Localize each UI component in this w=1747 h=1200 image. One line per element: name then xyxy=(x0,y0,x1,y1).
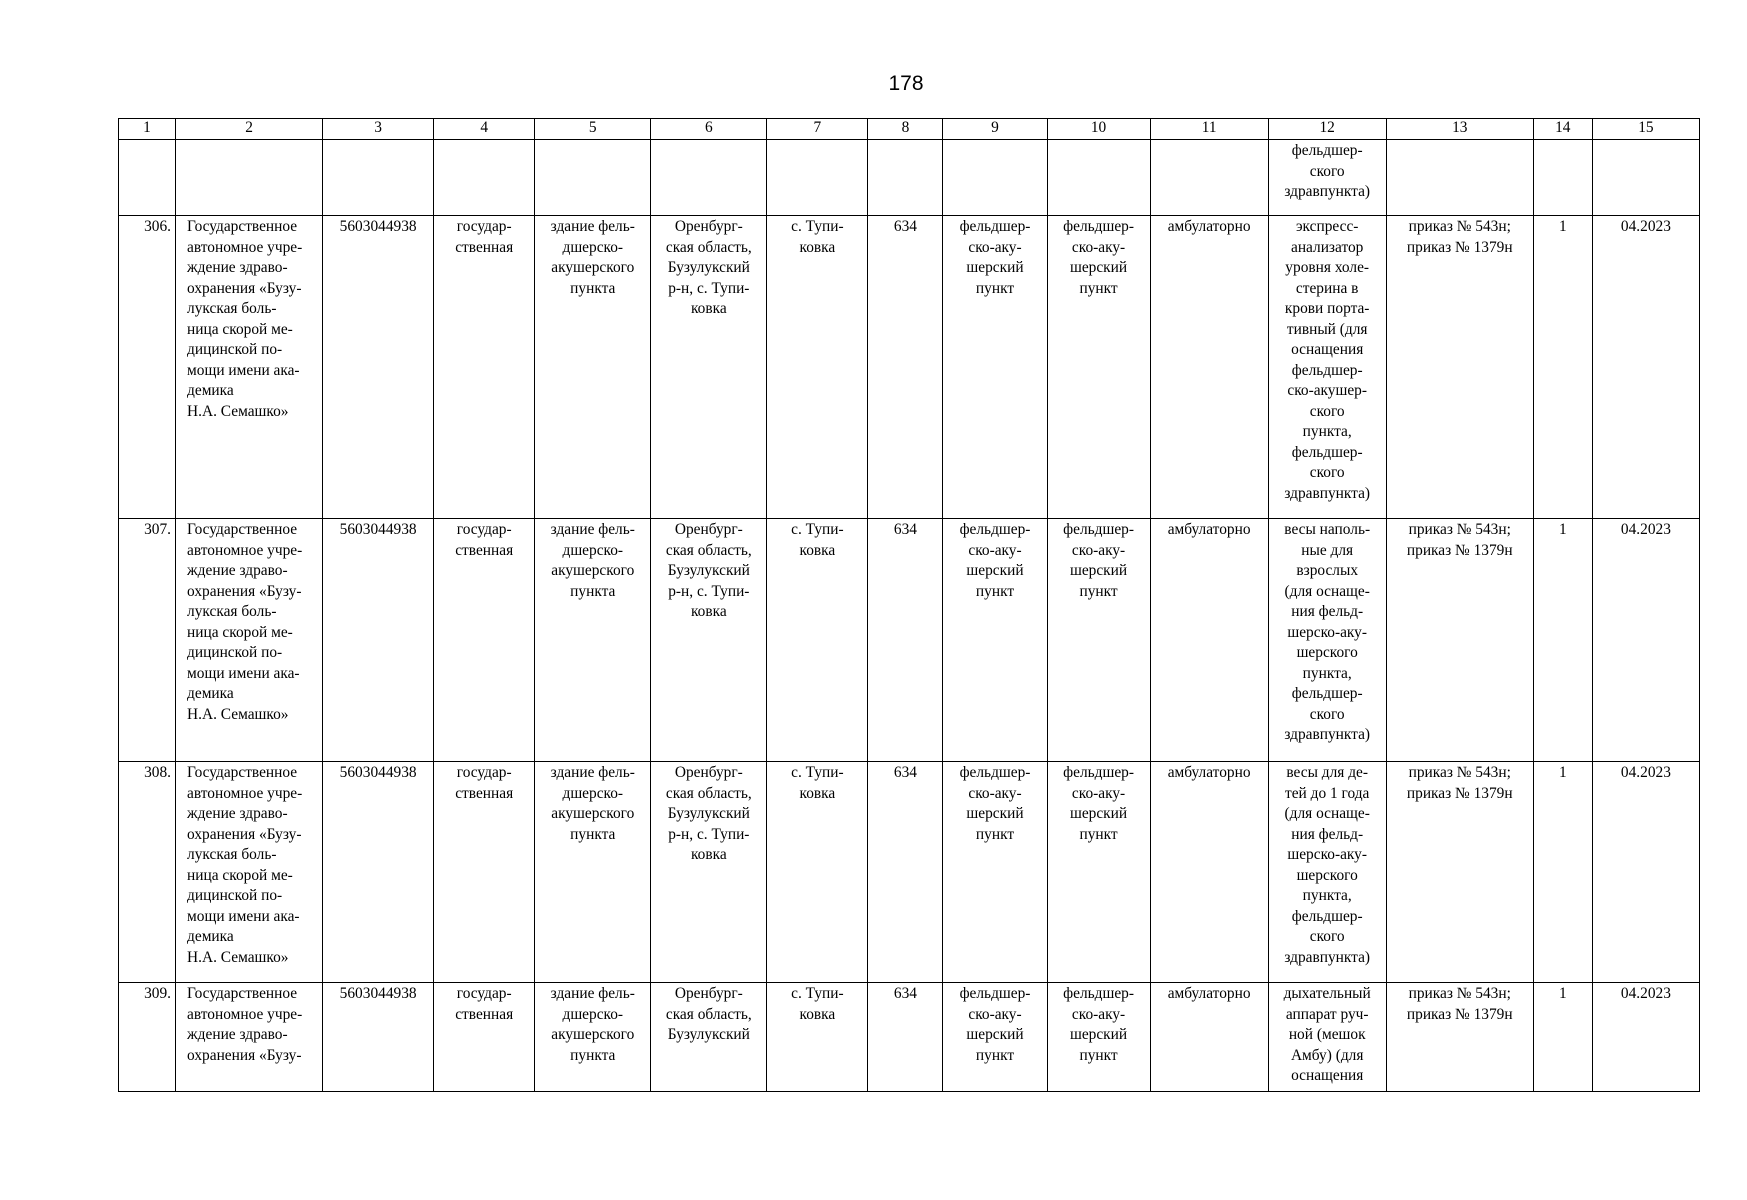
cell-text-line: ковка xyxy=(690,603,727,620)
cell-text-line: ственная xyxy=(455,784,514,802)
cell-text-line: фельдшер- xyxy=(1291,685,1363,702)
cell-text-line: ско-аку- xyxy=(1071,541,1126,559)
cell-text-line: акушерского xyxy=(551,805,635,822)
cell-text-line: пункта xyxy=(570,1046,616,1064)
cell-text-line: фельдшер- xyxy=(959,218,1031,235)
cell-text-line: уровня холе- xyxy=(1285,259,1370,276)
cell-text-line: пункт xyxy=(975,279,1015,297)
cell-text-line: автономное учре- xyxy=(187,541,303,559)
cell-text-line: охранения «Бузу- xyxy=(187,279,302,297)
cell-text-line: демика xyxy=(187,928,234,945)
cell-text-line: государ- xyxy=(456,985,512,1002)
cell-text-line: дыхательный xyxy=(1283,985,1371,1002)
cell-text-line: ско-аку- xyxy=(1071,1005,1126,1023)
cell-text-line: ская область, xyxy=(665,541,752,559)
cell-text-line: 1 xyxy=(1558,985,1567,1002)
cell-text-line: лукская боль- xyxy=(187,846,277,863)
cell-text-line: ковка xyxy=(799,541,836,559)
cell-text-line: государ- xyxy=(456,521,512,538)
cell-text-line: Амбу) (для xyxy=(1290,1046,1364,1064)
population-cell xyxy=(868,762,943,983)
cell-text-line: пункт xyxy=(1079,582,1118,600)
table-row xyxy=(119,983,1700,1092)
cell-text-line: 04.2023 xyxy=(1620,521,1671,538)
cell-text-line: шерского xyxy=(1296,644,1358,661)
cell-text-line: ско-аку- xyxy=(1071,784,1126,802)
cell-text-line: пункта, xyxy=(1302,423,1352,440)
cell-text-line: оснащения xyxy=(1291,1067,1364,1084)
cell-text-line: Бузулукский xyxy=(667,562,750,579)
cell-text-line: пункт xyxy=(1079,279,1118,297)
cell-text-line: шерский xyxy=(966,1026,1024,1043)
population-cell xyxy=(868,216,943,519)
organization-name-cell xyxy=(176,216,323,519)
cell-text-line: здание фель- xyxy=(550,521,635,538)
ownership-form-cell xyxy=(434,983,535,1092)
equipment-cell xyxy=(1268,140,1386,216)
cell-text-line: фельдшер- xyxy=(1291,907,1363,925)
organization-name-cell xyxy=(176,519,323,762)
column-header: 9 xyxy=(943,119,1047,140)
cell-text-line: ница скорой ме- xyxy=(187,623,293,641)
facility-type-cell xyxy=(943,140,1047,216)
date-cell xyxy=(1592,216,1699,519)
cell-text-line: ско-аку- xyxy=(968,238,1022,256)
row-number-cell xyxy=(119,140,176,216)
column-header: 14 xyxy=(1533,119,1592,140)
cell-text-line: ственная xyxy=(455,238,514,256)
cell-text-line: пункта, xyxy=(1302,887,1352,904)
building-cell xyxy=(535,519,651,762)
cell-text-line: пункт xyxy=(975,825,1015,843)
cell-text-line: шерский xyxy=(966,259,1024,276)
cell-text-line: весы наполь- xyxy=(1284,521,1371,538)
cell-text-line: ные для xyxy=(1301,541,1354,559)
building-cell xyxy=(535,762,651,983)
quantity-cell xyxy=(1533,983,1592,1092)
cell-text-line: стерина в xyxy=(1295,279,1359,297)
cell-text-line: приказ № 543н; xyxy=(1408,218,1511,235)
cell-text-line: приказ № 543н; xyxy=(1408,521,1511,538)
cell-text-line: здание фель- xyxy=(550,985,635,1002)
care-condition-cell xyxy=(1150,140,1268,216)
cell-text-line: демика xyxy=(187,685,234,702)
cell-text-line: дицинской по- xyxy=(187,644,283,661)
quantity-cell xyxy=(1533,762,1592,983)
cell-text-line: мощи имени ака- xyxy=(187,907,300,925)
regulation-cell xyxy=(1386,762,1533,983)
facility-type-cell xyxy=(943,983,1047,1092)
cell-text-line: шерский xyxy=(1069,562,1128,579)
date-cell xyxy=(1592,762,1699,983)
quantity-cell xyxy=(1533,140,1592,216)
cell-text-line: ница скорой ме- xyxy=(187,866,293,884)
regulation-cell xyxy=(1386,519,1533,762)
regulation-cell xyxy=(1386,140,1533,216)
regulation-cell xyxy=(1386,983,1533,1092)
inn-cell xyxy=(323,983,434,1092)
cell-text-line: приказ № 543н; xyxy=(1408,764,1511,781)
row-number-cell xyxy=(119,216,176,519)
table-row xyxy=(119,519,1700,762)
cell-text-line: весы для де- xyxy=(1286,764,1368,781)
cell-text-line: 04.2023 xyxy=(1620,218,1671,235)
cell-text-line: 634 xyxy=(893,521,917,538)
cell-text-line: пункта xyxy=(570,279,616,297)
facility-type-cell xyxy=(943,762,1047,983)
cell-text-line: 04.2023 xyxy=(1620,764,1671,781)
facility-type-cell xyxy=(943,216,1047,519)
column-header: 12 xyxy=(1268,119,1386,140)
cell-text-line: с. Тупи- xyxy=(791,521,844,538)
cell-text-line: ственная xyxy=(455,1005,514,1023)
cell-text-line: шерский xyxy=(1069,1026,1128,1043)
cell-text-line: здание фель- xyxy=(550,218,635,235)
cell-text-line: приказ № 1379н xyxy=(1406,238,1513,256)
locality-cell xyxy=(767,216,868,519)
cell-text-line: приказ № 543н; xyxy=(1408,985,1511,1002)
cell-text-line: 5603044938 xyxy=(339,764,417,781)
inn-cell xyxy=(323,519,434,762)
cell-text-line: Оренбург- xyxy=(674,218,743,235)
cell-text-line: ско-акушер- xyxy=(1287,382,1367,399)
cell-text-line: дицинской по- xyxy=(187,341,283,358)
cell-text-line: Бузулукский xyxy=(667,259,750,276)
cell-text-line: автономное учре- xyxy=(187,1005,303,1023)
address-cell xyxy=(651,519,767,762)
cell-text-line: ского xyxy=(1309,928,1345,945)
cell-text-line: ская область, xyxy=(665,238,752,256)
equipment-cell xyxy=(1268,762,1386,983)
cell-text-line: лукская боль- xyxy=(187,603,277,620)
cell-text-line: аппарат руч- xyxy=(1285,1005,1369,1023)
cell-text-line: фельдшер- xyxy=(1291,443,1363,461)
inn-cell xyxy=(323,140,434,216)
cell-text-line: 1 xyxy=(1558,764,1567,781)
cell-text-line: Н.А. Семашко» xyxy=(187,948,289,966)
cell-text-line: акушерского xyxy=(551,1026,635,1043)
cell-text-line: р-н, с. Тупи- xyxy=(668,825,750,843)
address-cell xyxy=(651,216,767,519)
cell-text-line: пункт xyxy=(975,1046,1015,1064)
cell-text-line: р-н, с. Тупи- xyxy=(668,279,750,297)
ownership-form-cell xyxy=(434,140,535,216)
cell-text-line: Оренбург- xyxy=(674,521,743,538)
cell-text-line: Н.А. Семашко» xyxy=(187,705,289,723)
cell-text-line: ковка xyxy=(690,846,727,863)
cell-text-line: ница скорой ме- xyxy=(187,320,293,338)
cell-text-line: ского xyxy=(1309,464,1345,481)
cell-text-line: государ- xyxy=(456,764,512,781)
organization-name-cell xyxy=(176,762,323,983)
cell-text-line: с. Тупи- xyxy=(791,218,844,235)
locality-cell xyxy=(767,762,868,983)
date-cell xyxy=(1592,519,1699,762)
cell-text-line: 5603044938 xyxy=(339,985,417,1002)
cell-text-line: ского xyxy=(1309,402,1345,420)
register-table xyxy=(118,118,1700,1092)
column-header: 10 xyxy=(1047,119,1150,140)
cell-text-line: 5603044938 xyxy=(339,521,417,538)
cell-text-line: автономное учре- xyxy=(187,784,303,802)
column-header: 3 xyxy=(323,119,434,140)
facility-type-cell xyxy=(943,519,1047,762)
care-condition-cell xyxy=(1150,519,1268,762)
cell-text-line: Государственное xyxy=(187,985,298,1002)
cell-text-line: ния фельд- xyxy=(1291,603,1364,620)
cell-text-line: Бузулукский xyxy=(667,805,750,822)
table-row xyxy=(119,140,1700,216)
cell-text-line: охранения «Бузу- xyxy=(187,1046,302,1064)
regulation-cell xyxy=(1386,216,1533,519)
cell-text-line: взрослых xyxy=(1296,562,1359,579)
cell-text-line: пункта, xyxy=(1302,664,1352,682)
cell-text-line: ждение здраво- xyxy=(187,1026,288,1043)
column-header: 6 xyxy=(651,119,767,140)
column-header: 8 xyxy=(868,119,943,140)
inn-cell xyxy=(323,216,434,519)
cell-text-line: дицинской по- xyxy=(187,887,283,904)
equipment-cell xyxy=(1268,216,1386,519)
cell-text-line: 04.2023 xyxy=(1620,985,1671,1002)
cell-text-line: тивный (для xyxy=(1286,320,1368,338)
cell-text-line: фельдшер- xyxy=(1063,521,1134,538)
cell-text-line: здравпункта) xyxy=(1284,183,1371,200)
cell-text-line: ковка xyxy=(799,784,836,802)
cell-text-line: ского xyxy=(1309,162,1345,180)
cell-text-line: 634 xyxy=(893,985,917,1002)
cell-text-line: тей до 1 года xyxy=(1284,784,1370,802)
cell-text-line: ковка xyxy=(799,238,836,256)
cell-text-line: пункт xyxy=(975,582,1015,600)
cell-text-line: 5603044938 xyxy=(339,218,417,235)
cell-text-line: фельдшер- xyxy=(959,764,1031,781)
ownership-form-cell xyxy=(434,519,535,762)
cell-text-line: (для оснаще- xyxy=(1284,805,1370,822)
column-header: 11 xyxy=(1150,119,1268,140)
cell-text-line: 309. xyxy=(144,985,172,1002)
unit-type-cell xyxy=(1047,762,1150,983)
cell-text-line: ждение здраво- xyxy=(187,562,288,579)
page-number: 178 xyxy=(888,72,924,95)
row-number-cell xyxy=(119,762,176,983)
quantity-cell xyxy=(1533,216,1592,519)
cell-text-line: Н.А. Семашко» xyxy=(187,402,289,420)
cell-text-line: фельдшер- xyxy=(959,985,1031,1002)
address-cell xyxy=(651,983,767,1092)
cell-text-line: амбулаторно xyxy=(1167,764,1251,781)
building-cell xyxy=(535,216,651,519)
cell-text-line: приказ № 1379н xyxy=(1406,541,1513,559)
cell-text-line: экспресс- xyxy=(1295,218,1359,235)
cell-text-line: 634 xyxy=(893,764,917,781)
column-header: 15 xyxy=(1592,119,1699,140)
cell-text-line: амбулаторно xyxy=(1167,218,1251,235)
cell-text-line: пункта xyxy=(570,582,616,600)
population-cell xyxy=(868,519,943,762)
equipment-cell xyxy=(1268,983,1386,1092)
cell-text-line: анализатор xyxy=(1290,238,1364,256)
locality-cell xyxy=(767,140,868,216)
date-cell xyxy=(1592,140,1699,216)
cell-text-line: мощи имени ака- xyxy=(187,361,300,379)
locality-cell xyxy=(767,519,868,762)
cell-text-line: охранения «Бузу- xyxy=(187,582,302,600)
cell-text-line: 308. xyxy=(144,764,172,781)
equipment-cell xyxy=(1268,519,1386,762)
cell-text-line: ская область, xyxy=(665,1005,752,1023)
cell-text-line: амбулаторно xyxy=(1167,521,1251,538)
cell-text-line: Государственное xyxy=(187,218,298,235)
cell-text-line: 1 xyxy=(1558,521,1567,538)
cell-text-line: оснащения xyxy=(1291,341,1364,358)
cell-text-line: автономное учре- xyxy=(187,238,303,256)
inn-cell xyxy=(323,762,434,983)
cell-text-line: ждение здраво- xyxy=(187,259,288,276)
cell-text-line: 306. xyxy=(144,218,172,235)
unit-type-cell xyxy=(1047,216,1150,519)
cell-text-line: фельдшер- xyxy=(1063,218,1134,235)
building-cell xyxy=(535,983,651,1092)
cell-text-line: ско-аку- xyxy=(968,541,1022,559)
cell-text-line: ского xyxy=(1309,705,1345,723)
care-condition-cell xyxy=(1150,762,1268,983)
cell-text-line: здравпункта) xyxy=(1284,484,1371,502)
organization-name-cell xyxy=(176,140,323,216)
cell-text-line: Оренбург- xyxy=(674,764,743,781)
cell-text-line: ская область, xyxy=(665,784,752,802)
cell-text-line: дшерско- xyxy=(562,238,624,256)
cell-text-line: шерско-аку- xyxy=(1287,623,1367,641)
address-cell xyxy=(651,762,767,983)
cell-text-line: ной (мешок xyxy=(1288,1026,1366,1043)
cell-text-line: лукская боль- xyxy=(187,300,277,317)
cell-text-line: фельдшер- xyxy=(1291,361,1363,379)
cell-text-line: 307. xyxy=(144,521,172,538)
column-header: 4 xyxy=(434,119,535,140)
quantity-cell xyxy=(1533,519,1592,762)
unit-type-cell xyxy=(1047,983,1150,1092)
address-cell xyxy=(651,140,767,216)
cell-text-line: амбулаторно xyxy=(1167,985,1251,1002)
care-condition-cell xyxy=(1150,216,1268,519)
table-body xyxy=(119,140,1700,1092)
row-number-cell xyxy=(119,983,176,1092)
cell-text-line: ковка xyxy=(799,1005,836,1023)
cell-text-line: шерский xyxy=(966,805,1024,822)
cell-text-line: 634 xyxy=(893,218,917,235)
cell-text-line: шерского xyxy=(1296,866,1358,884)
row-number-cell xyxy=(119,519,176,762)
cell-text-line: ско-аку- xyxy=(968,784,1022,802)
cell-text-line: (для оснаще- xyxy=(1284,582,1370,600)
cell-text-line: ния фельд- xyxy=(1291,825,1364,843)
cell-text-line: здравпункта) xyxy=(1284,726,1371,743)
cell-text-line: ждение здраво- xyxy=(187,805,288,822)
cell-text-line: дшерско- xyxy=(562,784,624,802)
cell-text-line: шерско-аку- xyxy=(1287,846,1367,863)
cell-text-line: ско-аку- xyxy=(1071,238,1126,256)
locality-cell xyxy=(767,983,868,1092)
column-header: 5 xyxy=(535,119,651,140)
cell-text-line: Государственное xyxy=(187,764,298,781)
column-header: 7 xyxy=(767,119,868,140)
unit-type-cell xyxy=(1047,140,1150,216)
organization-name-cell xyxy=(176,983,323,1092)
cell-text-line: охранения «Бузу- xyxy=(187,825,302,843)
cell-text-line: ско-аку- xyxy=(968,1005,1022,1023)
table-row xyxy=(119,216,1700,519)
cell-text-line: Бузулукский xyxy=(667,1026,750,1043)
cell-text-line: с. Тупи- xyxy=(791,985,844,1002)
cell-text-line: дшерско- xyxy=(562,541,624,559)
column-header: 2 xyxy=(176,119,323,140)
column-header: 1 xyxy=(119,119,176,140)
cell-text-line: 1 xyxy=(1558,218,1567,235)
cell-text-line: р-н, с. Тупи- xyxy=(668,582,750,600)
cell-text-line: демика xyxy=(187,382,234,399)
population-cell xyxy=(868,140,943,216)
cell-text-line: крови порта- xyxy=(1284,300,1370,317)
cell-text-line: акушерского xyxy=(551,562,635,579)
cell-text-line: Оренбург- xyxy=(674,985,743,1002)
cell-text-line: шерский xyxy=(966,562,1024,579)
ownership-form-cell xyxy=(434,216,535,519)
cell-text-line: здание фель- xyxy=(550,764,635,781)
cell-text-line: фельдшер- xyxy=(1291,142,1363,159)
cell-text-line: приказ № 1379н xyxy=(1406,1005,1513,1023)
column-header: 13 xyxy=(1386,119,1533,140)
cell-text-line: дшерско- xyxy=(562,1005,624,1023)
cell-text-line: приказ № 1379н xyxy=(1406,784,1513,802)
care-condition-cell xyxy=(1150,983,1268,1092)
cell-text-line: акушерского xyxy=(551,259,635,276)
cell-text-line: шерский xyxy=(1069,259,1128,276)
ownership-form-cell xyxy=(434,762,535,983)
cell-text-line: пункт xyxy=(1079,1046,1118,1064)
unit-type-cell xyxy=(1047,519,1150,762)
cell-text-line: государ- xyxy=(456,218,512,235)
cell-text-line: пункта xyxy=(570,825,616,843)
table-row xyxy=(119,762,1700,983)
cell-text-line: ственная xyxy=(455,541,514,559)
cell-text-line: пункт xyxy=(1079,825,1118,843)
cell-text-line: ковка xyxy=(690,300,727,317)
building-cell xyxy=(535,140,651,216)
cell-text-line: шерский xyxy=(1069,805,1128,822)
cell-text-line: мощи имени ака- xyxy=(187,664,300,682)
cell-text-line: Государственное xyxy=(187,521,298,538)
cell-text-line: фельдшер- xyxy=(1063,985,1134,1002)
cell-text-line: фельдшер- xyxy=(959,521,1031,538)
population-cell xyxy=(868,983,943,1092)
cell-text-line: фельдшер- xyxy=(1063,764,1134,781)
cell-text-line: с. Тупи- xyxy=(791,764,844,781)
column-number-row xyxy=(119,119,1700,140)
date-cell xyxy=(1592,983,1699,1092)
cell-text-line: здравпункта) xyxy=(1284,948,1371,966)
